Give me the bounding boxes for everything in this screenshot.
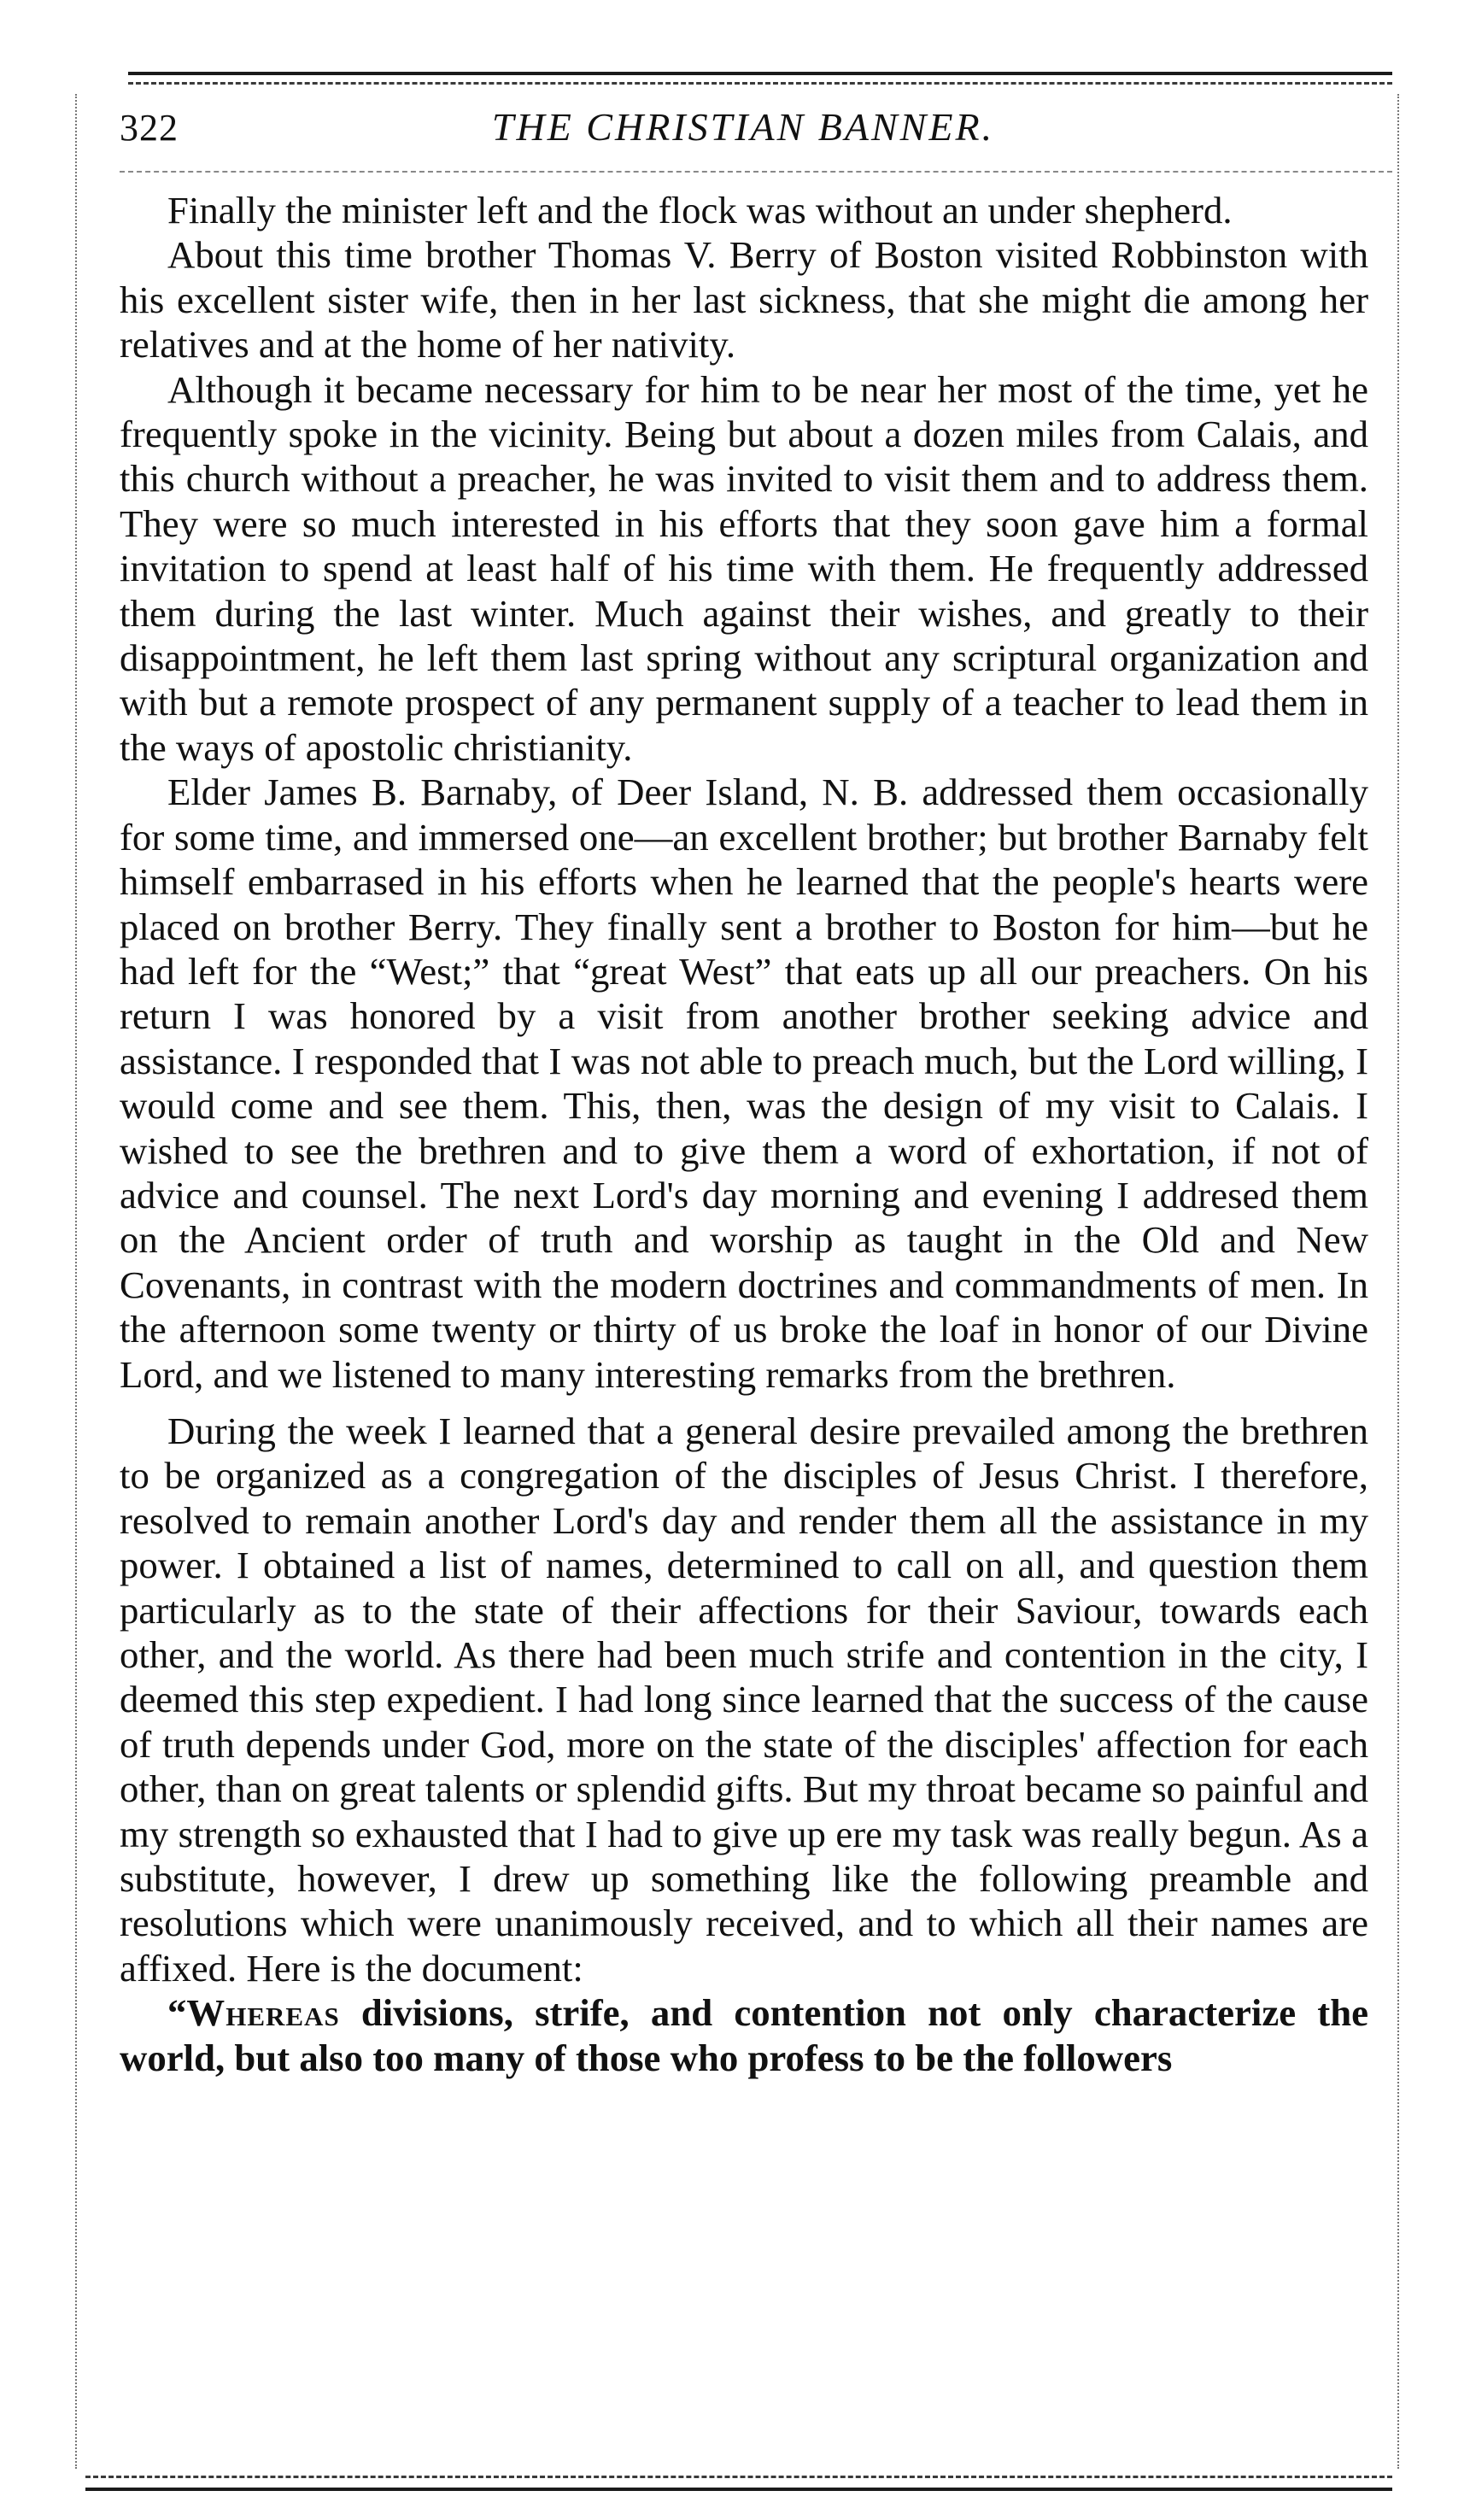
paragraph: Although it became necessary for him to be near her most of the time, yet he frequently spoke in the vicinity. Being but about a dozen miles from Calais, and this church without a preacher, he was invited to visit them and to address them. They were so much interested in his efforts that they soon gave him a formal invitation to spend at least half of his time with them. He frequently addressed them during the last winter. Much against their wishes, and greatly to their disappointment, he left them last spring without any scriptural organization and with but a remote prospect of any permanent supply of a teacher to lead them in the ways of apostolic christianity.	[120, 367, 1368, 769]
right-margin-line	[1397, 94, 1399, 2469]
top-dashed-rule	[128, 82, 1392, 85]
page-header	[102, 94, 1384, 162]
article-body	[120, 188, 1368, 2080]
lead-word: Whereas	[186, 1991, 340, 2035]
open-quote: “	[167, 1991, 187, 2035]
top-rule	[128, 72, 1392, 75]
paragraph: About this time brother Thomas V. Berry of Boston visited Robbinston with his excellent sister wife, then in her last sickness, that she might die among her relatives and at the home of her nativity.	[120, 233, 1368, 366]
quoted-document-paragraph	[120, 1990, 1368, 2080]
running-title: THE CHRISTIAN BANNER.	[491, 105, 995, 149]
header-underline	[120, 171, 1392, 173]
quoted-text: divisions, strife, and contention not only characterize the world, but also too many of those who profess to be the followers	[120, 1991, 1368, 2079]
bottom-rule	[85, 2488, 1392, 2491]
paragraph: Finally the minister left and the flock was without an under shepherd.	[167, 189, 1233, 231]
page-number: 322	[120, 107, 179, 149]
left-margin-line	[75, 94, 77, 2469]
paragraph: Elder James B. Barnaby, of Deer Island, N. B. addressed them occasionally for some time, and immersed one—an excellent brother; but brother Barnaby felt himself embarrased in his efforts when he learned that the people's hearts were placed on brother Berry. They finally sent a brother to Boston for him—but he had left for the “West;” that “great West” that eats up all our preachers. On his return I was honored by a visit from another brother seeking advice and assistance. I responded that I was not able to preach much, but the Lord willing, I would come and see them. This, then, was the design of my visit to Calais. I wished to see the brethren and to give them a word of exhortation, if not of advice and counsel. The next Lord's day morning and evening I addresed them on the Ancient order of truth and worship as taught in the Old and New Covenants, in contrast with the modern doctrines and commandments of men. In the afternoon some twenty or thirty of us broke the loaf in honor of our Divine Lord, and we listened to many interesting remarks from the brethren.	[120, 771, 1368, 1396]
bottom-dashed-rule	[85, 2476, 1392, 2478]
paragraph: During the week I learned that a general desire prevailed among the brethren to be organized as a congregation of the disciples of Jesus Christ. I therefore, resolved to remain another Lord's day and render them all the assistance in my power. I obtained a list of names, determined to call on all, and question them particularly as to the state of their affections for their Saviour, towards each other, and the world. As there had been much strife and contention in the city, I deemed this step expedient. I had long since learned that the success of the cause of truth depends under God, more on the state of the disciples' affection for each other, than on great talents or splendid gifts. But my throat became so painful and my strength so exhausted that I had to give up ere my task was really begun. As a substitute, however, I drew up something like the following preamble and resolutions which were unanimously received, and to which all their names are affixed. Here is the document:	[120, 1409, 1368, 1990]
